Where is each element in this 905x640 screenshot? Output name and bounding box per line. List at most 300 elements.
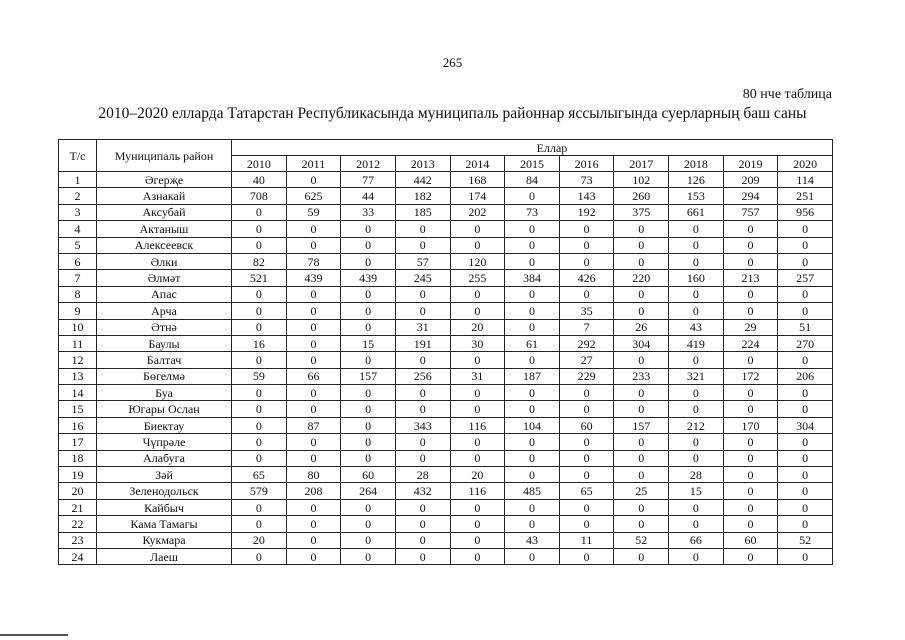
header-year: 2010 xyxy=(232,156,287,172)
table-body xyxy=(59,172,833,565)
value-cell: 84 xyxy=(505,172,560,188)
value-cell: 956 xyxy=(778,204,833,220)
value-cell: 432 xyxy=(395,483,450,499)
value-cell: 0 xyxy=(286,401,341,417)
value-cell: 15 xyxy=(341,335,396,351)
row-number: 14 xyxy=(59,385,97,401)
table-row xyxy=(59,368,833,384)
value-cell: 116 xyxy=(450,483,505,499)
value-cell: 0 xyxy=(450,385,505,401)
district-name: Кукмара xyxy=(97,532,232,548)
value-cell: 0 xyxy=(450,303,505,319)
value-cell: 224 xyxy=(723,335,778,351)
value-cell: 0 xyxy=(669,450,724,466)
row-number: 22 xyxy=(59,516,97,532)
table-row xyxy=(59,401,833,417)
value-cell: 15 xyxy=(669,483,724,499)
district-name: Зәй xyxy=(97,467,232,483)
value-cell: 0 xyxy=(723,253,778,269)
value-cell: 73 xyxy=(505,204,560,220)
value-cell: 0 xyxy=(232,417,287,433)
table-row xyxy=(59,253,833,269)
district-name: Әгерҗе xyxy=(97,172,232,188)
row-number: 20 xyxy=(59,483,97,499)
value-cell: 0 xyxy=(341,303,396,319)
value-cell: 102 xyxy=(614,172,669,188)
value-cell: 0 xyxy=(723,434,778,450)
value-cell: 251 xyxy=(778,188,833,204)
value-cell: 0 xyxy=(450,516,505,532)
value-cell: 257 xyxy=(778,270,833,286)
value-cell: 0 xyxy=(723,483,778,499)
value-cell: 0 xyxy=(559,253,614,269)
value-cell: 0 xyxy=(232,450,287,466)
table-row xyxy=(59,450,833,466)
value-cell: 174 xyxy=(450,188,505,204)
value-cell: 0 xyxy=(450,352,505,368)
value-cell: 0 xyxy=(286,450,341,466)
value-cell: 40 xyxy=(232,172,287,188)
value-cell: 0 xyxy=(505,237,560,253)
district-name: Югары Ослан xyxy=(97,401,232,417)
value-cell: 0 xyxy=(341,417,396,433)
value-cell: 0 xyxy=(395,516,450,532)
value-cell: 0 xyxy=(341,548,396,564)
value-cell: 20 xyxy=(450,467,505,483)
value-cell: 0 xyxy=(341,401,396,417)
header-years-group: Еллар xyxy=(232,140,833,156)
value-cell: 0 xyxy=(723,548,778,564)
value-cell: 213 xyxy=(723,270,778,286)
value-cell: 0 xyxy=(778,352,833,368)
value-cell: 0 xyxy=(723,237,778,253)
value-cell: 87 xyxy=(286,417,341,433)
value-cell: 192 xyxy=(559,204,614,220)
row-number: 24 xyxy=(59,548,97,564)
value-cell: 0 xyxy=(723,303,778,319)
value-cell: 0 xyxy=(232,221,287,237)
value-cell: 0 xyxy=(669,286,724,302)
row-number: 15 xyxy=(59,401,97,417)
value-cell: 25 xyxy=(614,483,669,499)
value-cell: 0 xyxy=(395,385,450,401)
value-cell: 0 xyxy=(778,483,833,499)
value-cell: 343 xyxy=(395,417,450,433)
table-row xyxy=(59,467,833,483)
table-header xyxy=(59,140,833,172)
value-cell: 187 xyxy=(505,368,560,384)
value-cell: 0 xyxy=(341,450,396,466)
value-cell: 0 xyxy=(778,499,833,515)
value-cell: 0 xyxy=(450,532,505,548)
value-cell: 157 xyxy=(341,368,396,384)
district-name: Биектау xyxy=(97,417,232,433)
value-cell: 0 xyxy=(286,319,341,335)
value-cell: 0 xyxy=(232,385,287,401)
value-cell: 31 xyxy=(450,368,505,384)
value-cell: 0 xyxy=(669,499,724,515)
value-cell: 0 xyxy=(505,516,560,532)
value-cell: 0 xyxy=(614,221,669,237)
value-cell: 0 xyxy=(778,548,833,564)
table-row xyxy=(59,237,833,253)
value-cell: 182 xyxy=(395,188,450,204)
value-cell: 229 xyxy=(559,368,614,384)
value-cell: 60 xyxy=(341,467,396,483)
value-cell: 0 xyxy=(450,499,505,515)
value-cell: 0 xyxy=(395,548,450,564)
header-year: 2016 xyxy=(559,156,614,172)
value-cell: 30 xyxy=(450,335,505,351)
value-cell: 0 xyxy=(559,237,614,253)
value-cell: 0 xyxy=(778,221,833,237)
district-name: Әтнә xyxy=(97,319,232,335)
value-cell: 0 xyxy=(669,221,724,237)
value-cell: 27 xyxy=(559,352,614,368)
table-row xyxy=(59,417,833,433)
value-cell: 260 xyxy=(614,188,669,204)
value-cell: 0 xyxy=(341,237,396,253)
value-cell: 65 xyxy=(559,483,614,499)
value-cell: 60 xyxy=(559,417,614,433)
value-cell: 104 xyxy=(505,417,560,433)
value-cell: 0 xyxy=(286,172,341,188)
row-number: 13 xyxy=(59,368,97,384)
value-cell: 0 xyxy=(450,286,505,302)
value-cell: 0 xyxy=(450,401,505,417)
value-cell: 52 xyxy=(778,532,833,548)
value-cell: 0 xyxy=(559,548,614,564)
value-cell: 220 xyxy=(614,270,669,286)
row-number: 16 xyxy=(59,417,97,433)
district-name: Кайбыч xyxy=(97,499,232,515)
value-cell: 0 xyxy=(232,319,287,335)
row-number: 21 xyxy=(59,499,97,515)
table-row xyxy=(59,319,833,335)
value-cell: 321 xyxy=(669,368,724,384)
value-cell: 485 xyxy=(505,483,560,499)
value-cell: 0 xyxy=(395,286,450,302)
value-cell: 0 xyxy=(232,303,287,319)
value-cell: 0 xyxy=(778,253,833,269)
value-cell: 43 xyxy=(505,532,560,548)
value-cell: 375 xyxy=(614,204,669,220)
value-cell: 0 xyxy=(286,532,341,548)
value-cell: 0 xyxy=(723,516,778,532)
value-cell: 0 xyxy=(723,467,778,483)
value-cell: 0 xyxy=(341,253,396,269)
value-cell: 28 xyxy=(395,467,450,483)
header-year: 2017 xyxy=(614,156,669,172)
value-cell: 0 xyxy=(395,434,450,450)
value-cell: 0 xyxy=(669,548,724,564)
value-cell: 0 xyxy=(232,401,287,417)
value-cell: 114 xyxy=(778,172,833,188)
value-cell: 31 xyxy=(395,319,450,335)
value-cell: 0 xyxy=(505,467,560,483)
value-cell: 60 xyxy=(723,532,778,548)
value-cell: 0 xyxy=(232,516,287,532)
header-year: 2014 xyxy=(450,156,505,172)
value-cell: 0 xyxy=(559,499,614,515)
value-cell: 0 xyxy=(559,450,614,466)
district-name: Зеленодольск xyxy=(97,483,232,499)
value-cell: 80 xyxy=(286,467,341,483)
value-cell: 51 xyxy=(778,319,833,335)
value-cell: 0 xyxy=(395,221,450,237)
value-cell: 172 xyxy=(723,368,778,384)
value-cell: 0 xyxy=(450,434,505,450)
value-cell: 0 xyxy=(286,303,341,319)
value-cell: 209 xyxy=(723,172,778,188)
value-cell: 66 xyxy=(286,368,341,384)
value-cell: 0 xyxy=(286,352,341,368)
row-number: 8 xyxy=(59,286,97,302)
value-cell: 304 xyxy=(614,335,669,351)
value-cell: 292 xyxy=(559,335,614,351)
value-cell: 0 xyxy=(559,467,614,483)
value-cell: 0 xyxy=(669,237,724,253)
value-cell: 0 xyxy=(286,385,341,401)
value-cell: 0 xyxy=(778,434,833,450)
value-cell: 0 xyxy=(341,286,396,302)
value-cell: 0 xyxy=(395,401,450,417)
table-label: 80 нче таблица xyxy=(742,87,832,102)
header-year: 2012 xyxy=(341,156,396,172)
row-number: 1 xyxy=(59,172,97,188)
row-number: 19 xyxy=(59,467,97,483)
value-cell: 0 xyxy=(614,286,669,302)
value-cell: 0 xyxy=(614,499,669,515)
value-cell: 419 xyxy=(669,335,724,351)
value-cell: 0 xyxy=(505,319,560,335)
data-table xyxy=(58,139,833,565)
value-cell: 757 xyxy=(723,204,778,220)
value-cell: 153 xyxy=(669,188,724,204)
value-cell: 0 xyxy=(723,352,778,368)
value-cell: 0 xyxy=(669,434,724,450)
value-cell: 185 xyxy=(395,204,450,220)
value-cell: 521 xyxy=(232,270,287,286)
value-cell: 0 xyxy=(395,352,450,368)
value-cell: 0 xyxy=(341,434,396,450)
value-cell: 66 xyxy=(669,532,724,548)
value-cell: 0 xyxy=(286,221,341,237)
value-cell: 44 xyxy=(341,188,396,204)
value-cell: 20 xyxy=(232,532,287,548)
district-name: Алексеевск xyxy=(97,237,232,253)
value-cell: 52 xyxy=(614,532,669,548)
table-row xyxy=(59,434,833,450)
value-cell: 625 xyxy=(286,188,341,204)
value-cell: 126 xyxy=(669,172,724,188)
district-name: Балтач xyxy=(97,352,232,368)
value-cell: 0 xyxy=(286,237,341,253)
value-cell: 61 xyxy=(505,335,560,351)
value-cell: 0 xyxy=(341,385,396,401)
row-number: 6 xyxy=(59,253,97,269)
table-row xyxy=(59,172,833,188)
district-name: Апас xyxy=(97,286,232,302)
value-cell: 426 xyxy=(559,270,614,286)
value-cell: 160 xyxy=(669,270,724,286)
value-cell: 0 xyxy=(505,434,560,450)
value-cell: 0 xyxy=(723,401,778,417)
value-cell: 0 xyxy=(614,253,669,269)
value-cell: 78 xyxy=(286,253,341,269)
district-name: Баулы xyxy=(97,335,232,351)
value-cell: 0 xyxy=(559,434,614,450)
value-cell: 442 xyxy=(395,172,450,188)
row-number: 18 xyxy=(59,450,97,466)
value-cell: 0 xyxy=(778,401,833,417)
row-number: 4 xyxy=(59,221,97,237)
district-name: Әлки xyxy=(97,253,232,269)
header-year: 2013 xyxy=(395,156,450,172)
value-cell: 206 xyxy=(778,368,833,384)
value-cell: 439 xyxy=(341,270,396,286)
value-cell: 0 xyxy=(286,286,341,302)
district-name: Буа xyxy=(97,385,232,401)
header-district: Муниципаль район xyxy=(97,140,232,172)
value-cell: 0 xyxy=(778,450,833,466)
row-number: 9 xyxy=(59,303,97,319)
value-cell: 0 xyxy=(232,204,287,220)
row-number: 2 xyxy=(59,188,97,204)
header-tc: Т/с xyxy=(59,140,97,172)
value-cell: 77 xyxy=(341,172,396,188)
row-number: 7 xyxy=(59,270,97,286)
value-cell: 157 xyxy=(614,417,669,433)
value-cell: 20 xyxy=(450,319,505,335)
value-cell: 255 xyxy=(450,270,505,286)
value-cell: 16 xyxy=(232,335,287,351)
row-number: 23 xyxy=(59,532,97,548)
district-name: Азнакай xyxy=(97,188,232,204)
value-cell: 0 xyxy=(232,352,287,368)
value-cell: 26 xyxy=(614,319,669,335)
value-cell: 0 xyxy=(559,385,614,401)
value-cell: 0 xyxy=(614,237,669,253)
value-cell: 0 xyxy=(450,450,505,466)
value-cell: 208 xyxy=(286,483,341,499)
value-cell: 191 xyxy=(395,335,450,351)
value-cell: 116 xyxy=(450,417,505,433)
value-cell: 29 xyxy=(723,319,778,335)
table-row xyxy=(59,270,833,286)
value-cell: 661 xyxy=(669,204,724,220)
table-row xyxy=(59,516,833,532)
value-cell: 0 xyxy=(232,434,287,450)
table-row xyxy=(59,385,833,401)
value-cell: 59 xyxy=(286,204,341,220)
value-cell: 202 xyxy=(450,204,505,220)
value-cell: 0 xyxy=(286,499,341,515)
value-cell: 0 xyxy=(505,385,560,401)
value-cell: 0 xyxy=(559,516,614,532)
value-cell: 35 xyxy=(559,303,614,319)
value-cell: 0 xyxy=(614,548,669,564)
value-cell: 0 xyxy=(505,548,560,564)
value-cell: 0 xyxy=(232,548,287,564)
row-number: 10 xyxy=(59,319,97,335)
district-name: Бөгелмә xyxy=(97,368,232,384)
row-number: 3 xyxy=(59,204,97,220)
header-year: 2015 xyxy=(505,156,560,172)
table-row xyxy=(59,221,833,237)
value-cell: 0 xyxy=(778,286,833,302)
value-cell: 0 xyxy=(559,401,614,417)
row-number: 17 xyxy=(59,434,97,450)
page-number: 265 xyxy=(442,55,463,70)
value-cell: 0 xyxy=(669,516,724,532)
value-cell: 82 xyxy=(232,253,287,269)
value-cell: 0 xyxy=(341,319,396,335)
table-row xyxy=(59,188,833,204)
value-cell: 708 xyxy=(232,188,287,204)
district-name: Чүпрәле xyxy=(97,434,232,450)
value-cell: 0 xyxy=(395,499,450,515)
value-cell: 0 xyxy=(559,286,614,302)
table-row xyxy=(59,532,833,548)
value-cell: 0 xyxy=(559,221,614,237)
value-cell: 120 xyxy=(450,253,505,269)
district-name: Лаеш xyxy=(97,548,232,564)
value-cell: 0 xyxy=(614,303,669,319)
value-cell: 59 xyxy=(232,368,287,384)
value-cell: 0 xyxy=(614,516,669,532)
row-number: 5 xyxy=(59,237,97,253)
value-cell: 0 xyxy=(778,237,833,253)
value-cell: 0 xyxy=(669,253,724,269)
district-name: Арча xyxy=(97,303,232,319)
value-cell: 0 xyxy=(232,499,287,515)
footnote-rule xyxy=(0,634,68,636)
value-cell: 0 xyxy=(341,352,396,368)
value-cell: 0 xyxy=(778,303,833,319)
value-cell: 0 xyxy=(395,532,450,548)
table-row xyxy=(59,204,833,220)
value-cell: 0 xyxy=(614,434,669,450)
value-cell: 0 xyxy=(286,434,341,450)
value-cell: 0 xyxy=(669,401,724,417)
value-cell: 65 xyxy=(232,467,287,483)
value-cell: 0 xyxy=(232,286,287,302)
value-cell: 0 xyxy=(450,221,505,237)
district-name: Алабуга xyxy=(97,450,232,466)
value-cell: 245 xyxy=(395,270,450,286)
value-cell: 0 xyxy=(614,401,669,417)
district-name: Аксубай xyxy=(97,204,232,220)
value-cell: 212 xyxy=(669,417,724,433)
header-year: 2019 xyxy=(723,156,778,172)
table-row xyxy=(59,548,833,564)
value-cell: 0 xyxy=(505,450,560,466)
value-cell: 33 xyxy=(341,204,396,220)
value-cell: 0 xyxy=(505,303,560,319)
table-row xyxy=(59,499,833,515)
value-cell: 0 xyxy=(505,499,560,515)
value-cell: 0 xyxy=(778,385,833,401)
header-year: 2020 xyxy=(778,156,833,172)
district-name: Актаныш xyxy=(97,221,232,237)
value-cell: 0 xyxy=(614,467,669,483)
value-cell: 0 xyxy=(505,253,560,269)
value-cell: 0 xyxy=(669,303,724,319)
value-cell: 0 xyxy=(286,548,341,564)
value-cell: 0 xyxy=(723,221,778,237)
value-cell: 0 xyxy=(505,188,560,204)
